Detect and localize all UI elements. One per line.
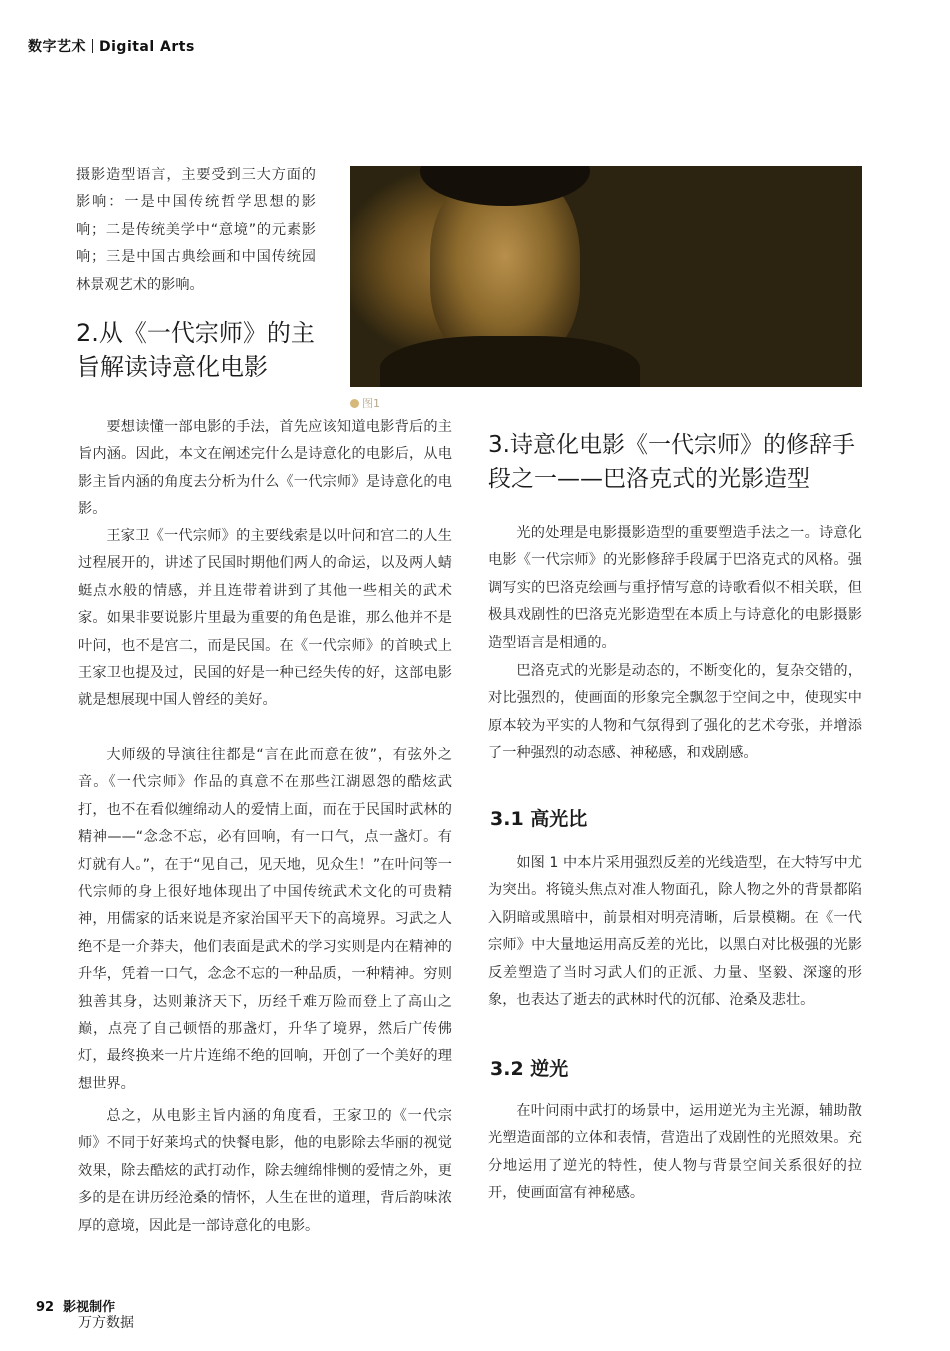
section-2-heading: 2.从《一代宗师》的主旨解读诗意化电影 bbox=[76, 319, 315, 381]
magazine-name: 影视制作 bbox=[63, 1300, 116, 1315]
intro-paragraph: 摄影造型语言，主要受到三大方面的影响：一是中国传统哲学思想的影响；二是传统美学中“意境”的元素影响；三是中国古典绘画和中国传统园林景观艺术的影响。 bbox=[76, 167, 316, 293]
right-paragraph-4: 在叶问雨中武打的场景中，运用逆光为主光源，辅助散光塑造面部的立体和表情，营造出了戏剧性的光照效果。充分地运用了逆光的特性，使人物与背景空间关系很好的拉开，使画面富有神秘感。 bbox=[488, 1103, 862, 1202]
figure-caption bbox=[350, 395, 380, 411]
left-paragraph-2: 王家卫《一代宗师》的主要线索是以叶问和宫二的人生过程展开的，讲述了民国时期他们两人的命运，以及两人蜻蜓点水般的情感，并且连带着讲到了其他一些相关的武术家。如果非要说影片里最为重要的角色是谁，那么他并不是叶问，也不是宫二，而是民国。在《一代宗师》的首映式上王家卫也提及过，民国的好是一种已经失传的好，这部电影就是想展现中国人曾经的美好。 bbox=[78, 528, 452, 709]
subsection-3-2-heading: 3.2 逆光 bbox=[490, 1058, 569, 1080]
figure-caption-text: 图1 bbox=[362, 397, 380, 410]
film-still-image bbox=[350, 166, 862, 387]
left-paragraph-4: 总之，从电影主旨内涵的角度看，王家卫的《一代宗师》不同于好莱坞式的快餐电影，他的电影除去华丽的视觉效果，除去酷炫的武打动作，除去缠绵悱恻的爱情之外，更多的是在讲历经沧桑的情怀，人生在世的道理，背后韵味浓厚的意境，因此是一部诗意化的电影。 bbox=[78, 1108, 452, 1234]
page-number: 92 bbox=[36, 1300, 55, 1315]
source-watermark: 万方数据 bbox=[78, 1315, 134, 1331]
caption-bullet-icon bbox=[350, 399, 359, 408]
section-title-en: Digital Arts bbox=[99, 39, 195, 55]
right-paragraph-2: 巴洛克式的光影是动态的，不断变化的，复杂交错的，对比强烈的，使画面的形象完全飘忽于空间之中，使现实中原本较为平实的人物和气氛得到了强化的艺术夸张，并增添了一种强烈的动态感、神秘感，和戏剧感。 bbox=[488, 663, 862, 762]
right-paragraph-1: 光的处理是电影摄影造型的重要塑造手法之一。诗意化电影《一代宗师》的光影修辞手段属于巴洛克式的风格。强调写实的巴洛克绘画与重抒情写意的诗歌看似不相关联，但极具戏剧性的巴洛克光影造型在本质上与诗意化的电影摄影造型语言是相通的。 bbox=[488, 525, 862, 651]
left-paragraph-1: 要想读懂一部电影的手法，首先应该知道电影背后的主旨内涵。因此，本文在阐述完什么是诗意化的电影后，从电影主旨内涵的角度去分析为什么《一代宗师》是诗意化的电影。 bbox=[78, 419, 452, 518]
section-header bbox=[28, 36, 195, 56]
section-3-heading: 3.诗意化电影《一代宗师》的修辞手段之一——巴洛克式的光影造型 bbox=[488, 432, 855, 492]
subsection-3-1-heading: 3.1 高光比 bbox=[490, 808, 588, 830]
section-title-cn: 数字艺术 bbox=[28, 39, 86, 55]
actor-body bbox=[380, 336, 640, 387]
left-paragraph-3: 大师级的导演往往都是“言在此而意在彼”，有弦外之音。《一代宗师》作品的真意不在那些江湖恩怨的酷炫武打，也不在看似缠绵动人的爱情上面，而在于民国时武林的精神——“念念不忘，必有回响，有一口气，点一盏灯。有灯就有人。”，在于“见自己，见天地，见众生！”在叶问等一代宗师的身上很好地体现出了中国传统武术文化的可贵精神，用儒家的话来说是齐家治国平天下的高境界。习武之人绝不是一介莽夫，他们表面是武术的学习实则是内在精神的升华，凭着一口气，念念不忘的一种品质，一种精神。穷则独善其身，达则兼济天下，历经千难万险而登上了高山之巅，点亮了自己顿悟的那盏灯，升华了境界，然后广传佛灯，最终换来一片片连绵不绝的回响，开创了一个美好的理想世界。 bbox=[78, 747, 452, 1092]
header-divider bbox=[92, 39, 93, 53]
right-paragraph-3: 如图 1 中本片采用强烈反差的光线造型，在大特写中尤为突出。将镜头焦点对准人物面孔，除人物之外的背景都陷入阴暗或黑暗中，前景相对明亮清晰，后景模糊。在《一代宗师》中大量地运用高反差的光比，以黑白对比极强的光影反差塑造了当时习武人们的正派、力量、坚毅、深邃的形象，也表达了逝去的武林时代的沉郁、沧桑及悲壮。 bbox=[488, 855, 862, 1009]
